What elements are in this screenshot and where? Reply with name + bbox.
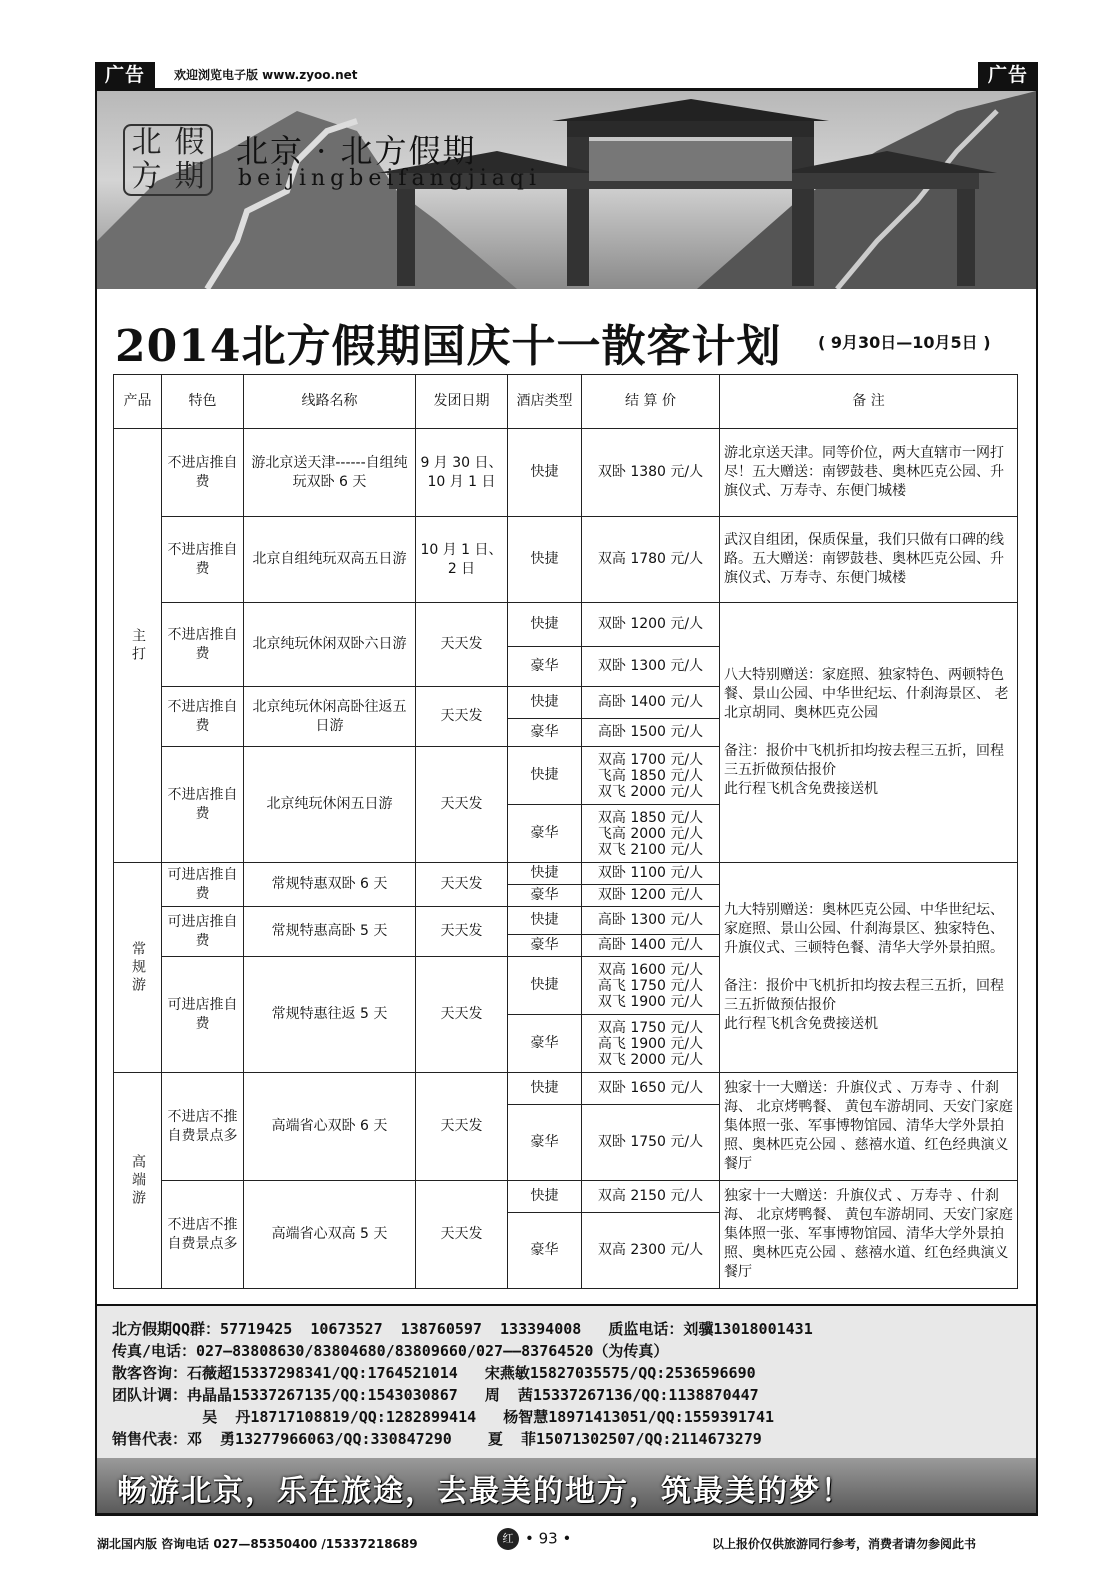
depart-cell: 天天发 bbox=[416, 747, 508, 863]
banner-title: 北京 · 北方假期 bbox=[236, 132, 477, 170]
welcome-text: 欢迎浏览电子版 www.zyoo.net bbox=[174, 68, 358, 82]
contact-fax-line: 传真/电话：027—83808630/83804680/83809660/027——83764520（为传真） bbox=[112, 1342, 669, 1360]
tour-price-table bbox=[113, 374, 1018, 1289]
price-cell: 高卧 1300 元/人 bbox=[582, 907, 720, 935]
table-row bbox=[114, 517, 1018, 603]
depart-cell: 天天发 bbox=[416, 907, 508, 957]
depart-cell: 天天发 bbox=[416, 1073, 508, 1181]
group-main: 主打 bbox=[114, 429, 162, 863]
hotel-cell: 快捷 bbox=[508, 863, 582, 885]
hotel-cell: 快捷 bbox=[508, 1073, 582, 1105]
price-cell: 双卧 1100 元/人 bbox=[582, 863, 720, 885]
price-cell: 双高 2300 元/人 bbox=[582, 1213, 720, 1289]
ad-tag-left: 广告 bbox=[95, 62, 155, 88]
contact-team-line: 团队计调：冉晶晶15337267135/QQ:1543030867 周 茜15337267136/QQ:1138870447 bbox=[112, 1386, 759, 1404]
header-product: 产品 bbox=[114, 375, 162, 429]
slogan-text: 畅游北京，乐在旅途，去最美的地方，筑最美的梦！ bbox=[117, 1474, 853, 1509]
note-cell: 独家十一大赠送：升旗仪式 、万寿寺 、什刹海、 北京烤鸭餐、 黄包车游胡同、天安门家庭集体照一张、军事博物馆园、清华大学外景拍照、奥林匹克公园 、慈禧水道、红色经典演义餐厅 bbox=[720, 1073, 1018, 1181]
price-cell: 双高 1750 元/人 高飞 1900 元/人 双飞 2000 元/人 bbox=[582, 1015, 720, 1073]
hotel-cell: 豪华 bbox=[508, 719, 582, 747]
table-row bbox=[114, 863, 1018, 885]
footer-left: 湖北国内版 咨询电话 027—85350400 /15337218689 bbox=[97, 1537, 418, 1551]
hotel-cell: 快捷 bbox=[508, 517, 582, 603]
depart-cell: 9 月 30 日、10 月 1 日 bbox=[416, 429, 508, 517]
price-cell: 高卧 1400 元/人 bbox=[582, 687, 720, 719]
hotel-cell: 豪华 bbox=[508, 1213, 582, 1289]
price-cell: 双卧 1650 元/人 bbox=[582, 1073, 720, 1105]
route-cell: 常规特惠双卧 6 天 bbox=[244, 863, 416, 907]
banner-subtitle: beijingbeifangjiaqi bbox=[238, 166, 541, 191]
red-edition-icon: 红 bbox=[497, 1528, 519, 1550]
depart-cell: 天天发 bbox=[416, 1181, 508, 1289]
price-cell: 双卧 1750 元/人 bbox=[582, 1105, 720, 1181]
route-cell: 北京自组纯玩双高五日游 bbox=[244, 517, 416, 603]
feature-cell: 不进店不推自费景点多 bbox=[162, 1181, 244, 1289]
hotel-cell: 快捷 bbox=[508, 429, 582, 517]
group-premium: 高端游 bbox=[114, 1073, 162, 1289]
header-feature: 特色 bbox=[162, 375, 244, 429]
table-header-row bbox=[114, 375, 1018, 429]
route-cell: 高端省心双高 5 天 bbox=[244, 1181, 416, 1289]
feature-cell: 不进店推自费 bbox=[162, 603, 244, 687]
header-depart: 发团日期 bbox=[416, 375, 508, 429]
hotel-cell: 豪华 bbox=[508, 935, 582, 957]
hotel-cell: 快捷 bbox=[508, 907, 582, 935]
note-cell-main: 八大特别赠送：家庭照、独家特色、两顿特色餐、景山公园、中华世纪坛、什刹海景区、 老北京胡同、奥林匹克公园 备注：报价中飞机折扣均按去程三五折，回程三五折做预估报价 此行程飞机含免费接送机 bbox=[720, 603, 1018, 863]
route-cell: 北京纯玩休闲双卧六日游 bbox=[244, 603, 416, 687]
header-note: 备 注 bbox=[720, 375, 1018, 429]
note-cell-regular: 九大特别赠送：奥林匹克公园、中华世纪坛、家庭照、景山公园、什刹海景区、独家特色、升旗仪式、三顿特色餐、清华大学外景拍照。 备注：报价中飞机折扣均按去程三五折，回程三五折做预估报价 此行程飞机含免费接送机 bbox=[720, 863, 1018, 1073]
feature-cell: 不进店推自费 bbox=[162, 517, 244, 603]
price-cell: 双高 1780 元/人 bbox=[582, 517, 720, 603]
table-row bbox=[114, 603, 1018, 647]
hotel-cell: 豪华 bbox=[508, 1015, 582, 1073]
hotel-cell: 豪华 bbox=[508, 805, 582, 863]
contact-individual-line: 散客咨询：石薇超15337298341/QQ:1764521014 宋燕敏15827035575/QQ:2536596690 bbox=[112, 1364, 756, 1382]
contact-sales-line: 销售代表：邓 勇13277966063/QQ:330847290 夏 菲15071302507/QQ:2114673279 bbox=[112, 1430, 762, 1448]
route-cell: 游北京送天津------自组纯玩双卧 6 天 bbox=[244, 429, 416, 517]
price-cell: 双高 2150 元/人 bbox=[582, 1181, 720, 1213]
price-cell: 高卧 1500 元/人 bbox=[582, 719, 720, 747]
depart-cell: 天天发 bbox=[416, 863, 508, 907]
price-cell: 双高 1850 元/人 飞高 2000 元/人 双飞 2100 元/人 bbox=[582, 805, 720, 863]
price-cell: 双高 1700 元/人 飞高 1850 元/人 双飞 2000 元/人 bbox=[582, 747, 720, 805]
contact-team-line-2: 吴 丹18717108819/QQ:1282899414 杨智慧18971413051/QQ:1559391741 bbox=[112, 1408, 775, 1426]
feature-cell: 不进店推自费 bbox=[162, 687, 244, 747]
depart-cell: 天天发 bbox=[416, 957, 508, 1073]
price-cell: 高卧 1400 元/人 bbox=[582, 935, 720, 957]
page-number: 红 • 93 • bbox=[497, 1528, 571, 1550]
feature-cell: 不进店不推自费景点多 bbox=[162, 1073, 244, 1181]
route-cell: 北京纯玩休闲五日游 bbox=[244, 747, 416, 863]
ad-tag-right: 广告 bbox=[978, 62, 1038, 88]
header-price: 结 算 价 bbox=[582, 375, 720, 429]
price-cell: 双卧 1200 元/人 bbox=[582, 885, 720, 907]
brand-logo: 北 假 方 期 bbox=[123, 124, 213, 196]
feature-cell: 可进店推自费 bbox=[162, 957, 244, 1073]
date-range: ( 9月30日—10月5日 ) bbox=[818, 333, 991, 352]
group-regular: 常规游 bbox=[114, 863, 162, 1073]
route-cell: 北京纯玩休闲高卧往返五日游 bbox=[244, 687, 416, 747]
note-cell: 武汉自组团，保质保量，我们只做有口碑的线路。五大赠送：南锣鼓巷、奥林匹克公园、升旗仪式、万寿寺、东便门城楼 bbox=[720, 517, 1018, 603]
price-cell: 双高 1600 元/人 高飞 1750 元/人 双飞 1900 元/人 bbox=[582, 957, 720, 1015]
hotel-cell: 豪华 bbox=[508, 647, 582, 687]
note-cell: 游北京送天津。同等价位，两大直辖市一网打尽！五大赠送：南锣鼓巷、奥林匹克公园、升旗仪式、万寿寺、东便门城楼 bbox=[720, 429, 1018, 517]
header-hotel: 酒店类型 bbox=[508, 375, 582, 429]
note-cell: 独家十一大赠送：升旗仪式 、万寿寺 、什刹海、 北京烤鸭餐、 黄包车游胡同、天安门家庭集体照一张、军事博物馆园、清华大学外景拍照、奥林匹克公园 、慈禧水道、红色经典演义餐厅 bbox=[720, 1181, 1018, 1289]
hotel-cell: 豪华 bbox=[508, 885, 582, 907]
feature-cell: 可进店推自费 bbox=[162, 863, 244, 907]
hotel-cell: 快捷 bbox=[508, 957, 582, 1015]
footer-right: 以上报价仅供旅游同行参考，消费者请勿参阅此书 bbox=[712, 1537, 977, 1551]
contact-qq-line: 北方假期QQ群：57719425 10673527 138760597 133394008 质监电话：刘骥13018001431 bbox=[112, 1320, 813, 1338]
slogan-banner bbox=[97, 1458, 1036, 1513]
price-cell: 双卧 1380 元/人 bbox=[582, 429, 720, 517]
table-row bbox=[114, 1073, 1018, 1105]
depart-cell: 天天发 bbox=[416, 603, 508, 687]
route-cell: 常规特惠高卧 5 天 bbox=[244, 907, 416, 957]
hotel-cell: 快捷 bbox=[508, 687, 582, 719]
table-row bbox=[114, 429, 1018, 517]
feature-cell: 不进店推自费 bbox=[162, 429, 244, 517]
route-cell: 高端省心双卧 6 天 bbox=[244, 1073, 416, 1181]
price-cell: 双卧 1300 元/人 bbox=[582, 647, 720, 687]
table-row bbox=[114, 1181, 1018, 1213]
header-route: 线路名称 bbox=[244, 375, 416, 429]
bottom-rule bbox=[95, 1513, 1038, 1516]
feature-cell: 可进店推自费 bbox=[162, 907, 244, 957]
hotel-cell: 快捷 bbox=[508, 747, 582, 805]
depart-cell: 天天发 bbox=[416, 687, 508, 747]
price-cell: 双卧 1200 元/人 bbox=[582, 603, 720, 647]
depart-cell: 10 月 1 日、2 日 bbox=[416, 517, 508, 603]
feature-cell: 不进店推自费 bbox=[162, 747, 244, 863]
hotel-cell: 快捷 bbox=[508, 1181, 582, 1213]
hotel-cell: 豪华 bbox=[508, 1105, 582, 1181]
page-title: 2014北方假期国庆十一散客计划 bbox=[115, 321, 782, 372]
hotel-cell: 快捷 bbox=[508, 603, 582, 647]
route-cell: 常规特惠往返 5 天 bbox=[244, 957, 416, 1073]
